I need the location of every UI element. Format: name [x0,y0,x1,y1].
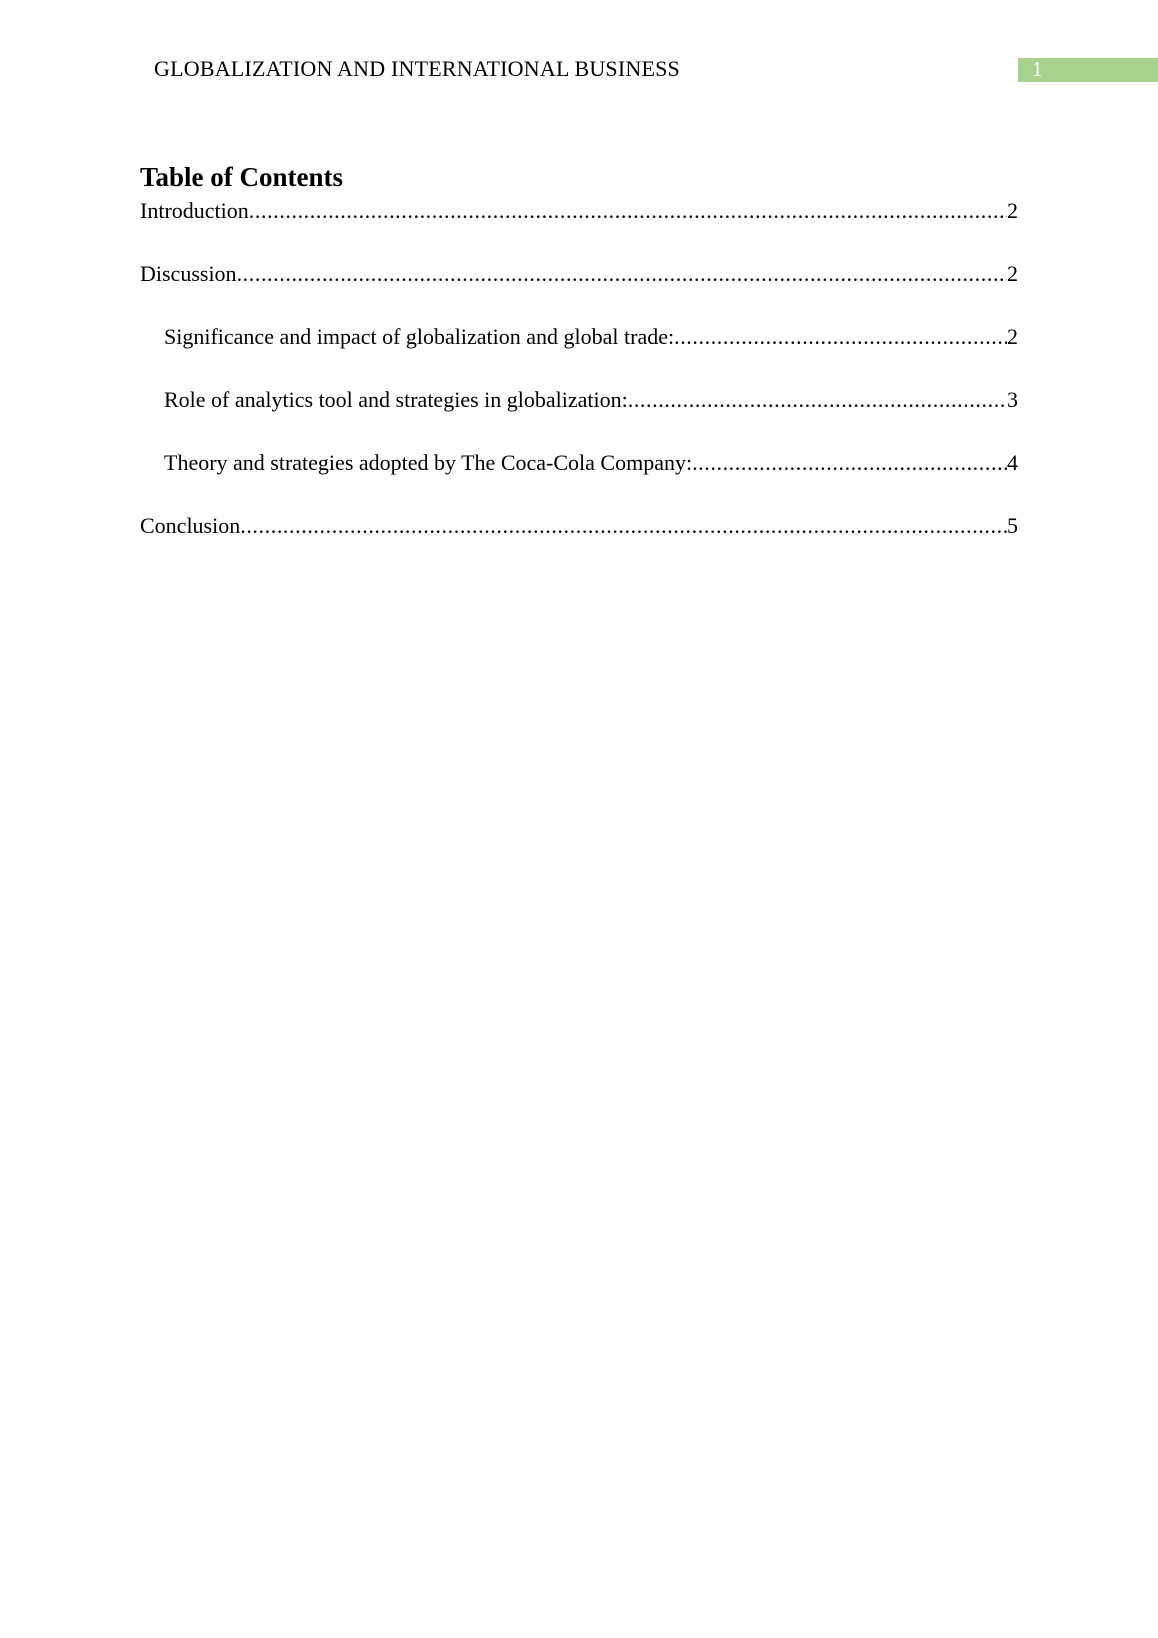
toc-entry-page: 2 [1007,324,1018,349]
toc-dot-leader [692,448,1007,477]
toc-entry-conclusion[interactable] [140,511,1018,540]
toc-entry-coca-cola-strategies[interactable] [140,448,1018,477]
toc-entry-label: Theory and strategies adopted by The Coca-Cola Company: [164,450,693,475]
toc-entry-significance[interactable] [140,322,1018,351]
toc-entry-page: 2 [1007,198,1018,223]
toc-dot-leader [237,259,1007,288]
page-number-badge [1018,58,1158,82]
toc-list [140,196,1018,574]
toc-heading: Table of Contents [140,162,344,192]
toc-entry-label: Conclusion [140,513,241,538]
toc-entry-label: Significance and impact of globalization and global trade: [164,324,675,349]
toc-dot-leader [249,196,1007,225]
toc-dot-leader [628,385,1007,414]
toc-dot-leader [240,511,1007,540]
toc-entry-page: 4 [1007,450,1018,475]
toc-entry-discussion[interactable] [140,259,1018,288]
toc-entry-analytics-role[interactable] [140,385,1018,414]
page-number: 1 [1032,57,1043,81]
toc-entry-label: Role of analytics tool and strategies in globalization: [164,387,628,412]
toc-dot-leader [674,322,1007,351]
toc-entry-page: 5 [1007,513,1018,538]
toc-entry-page: 3 [1007,387,1018,412]
toc-entry-introduction[interactable] [140,196,1018,225]
toc-entry-label: Discussion [140,261,237,286]
running-header-title: GLOBALIZATION AND INTERNATIONAL BUSINESS [154,56,680,81]
toc-entry-page: 2 [1007,261,1018,286]
toc-entry-label: Introduction [140,198,249,223]
